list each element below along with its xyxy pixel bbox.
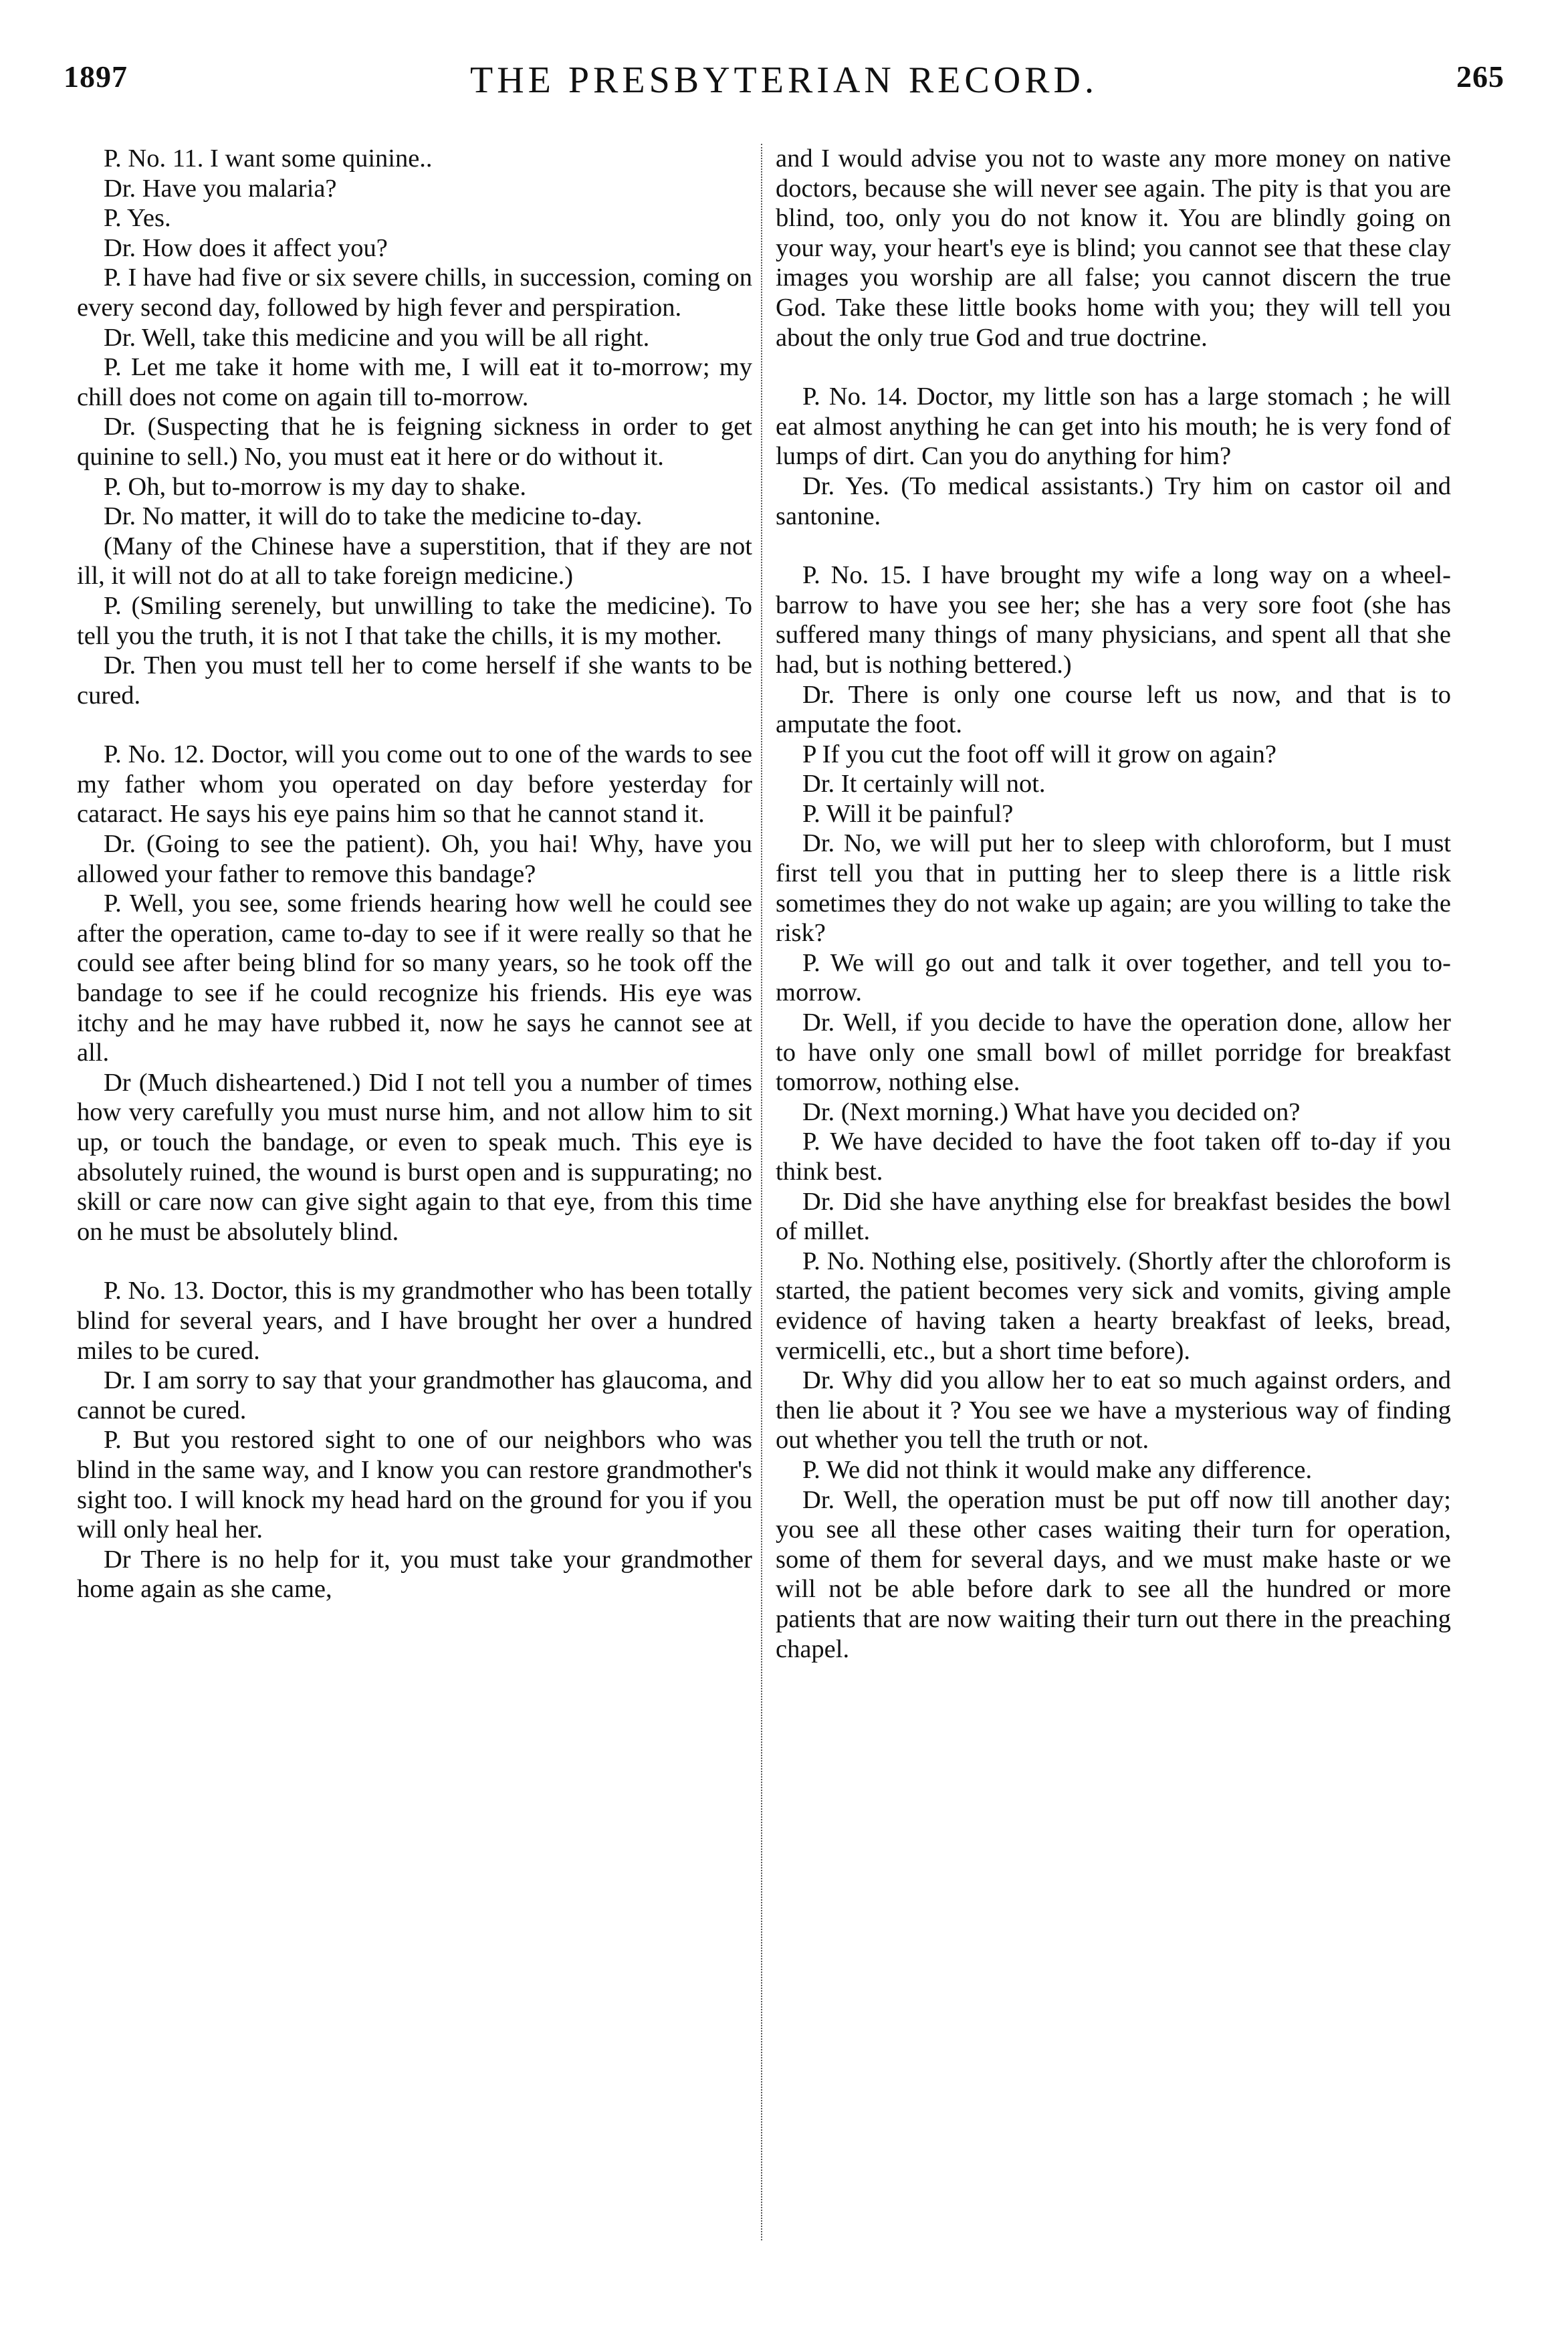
paragraph: P. No. 12. Doctor, will you come out to one of the wards to see my father whom you operated on day before yesterday for cataract. He says his eye pains him so that he cannot stand it. — [77, 740, 752, 829]
paragraph: Dr. Well, if you decide to have the operation done, allow her to have only one small bowl of millet porridge for breakfast tomorrow, nothing else. — [776, 1008, 1451, 1097]
paragraph: Dr. Well, take this medicine and you will be all right. — [104, 323, 650, 352]
paragraph: P. No. 13. Doctor, this is my grandmother who has been totally blind for several years, and I have brought her over a hundred miles to be cured. — [77, 1277, 752, 1365]
right-column — [776, 144, 1451, 1664]
paragraph: Dr. Well, the operation must be put off now till another day; you see all these other cases waiting their turn for operation, some of them for several days, and we must make haste or we will not be able before dark to see all the hundred or more patients that are now waiting their turn out there in the preaching chapel. — [776, 1485, 1451, 1663]
paragraph: Dr. No matter, it will do to take the medicine to-day. — [104, 502, 643, 531]
left-column — [77, 144, 752, 1604]
page-header — [64, 59, 1504, 119]
paragraph: Dr. It certainly will not. — [802, 770, 1046, 799]
paragraph: P. No. 11. I want some quinine.. — [104, 144, 433, 173]
paragraph: P. (Smiling serenely, but unwilling to take the medicine). To tell you the truth, it is not I that take the chills, it is my mother. — [77, 591, 752, 650]
paragraph: P. Well, you see, some friends hearing how well he could see after the operation, came to-day to see if it were really so that he could see after being blind for so many years, so he took off the bandage to see if he could recognize his friends. His eye was itchy and he may have rubbed it, now he says he cannot see at all. — [77, 889, 752, 1067]
paragraph: Dr. Then you must tell her to come herself if she wants to be cured. — [77, 651, 752, 710]
paragraph: P. No. 15. I have brought my wife a long way on a wheel-barrow to have you see her; she has a very sore foot (she has suffered many things of many physicians, and spent all that she had, but is nothing bettered.) — [776, 561, 1451, 679]
paragraph: Dr. (Next morning.) What have you decided on? — [802, 1097, 1301, 1126]
paragraph: Dr. Yes. (To medical assistants.) Try him on castor oil and santonine. — [776, 471, 1451, 530]
paragraph: Dr. How does it affect you? — [104, 233, 388, 262]
paragraph: P. We have decided to have the foot taken off to-day if you think best. — [776, 1128, 1451, 1186]
paragraph: P. Oh, but to-morrow is my day to shake. — [104, 472, 526, 501]
paragraph: Dr. No, we will put her to sleep with chloroform, but I must first tell you that in putting her to sleep there is a little risk sometimes they do not wake up again; are you willing to take the risk? — [776, 829, 1451, 948]
paragraph: P. Yes. — [104, 204, 171, 233]
paragraph: Dr. There is only one course left us now, and that is to amputate the foot. — [776, 680, 1451, 739]
paragraph: P If you cut the foot off will it grow on again? — [802, 740, 1276, 768]
header-year: 1897 — [64, 60, 128, 94]
paragraph: P. Let me take it home with me, I will eat it to-morrow; my chill does not come on again till to-morrow. — [77, 353, 752, 411]
paragraph: Dr. Have you malaria? — [104, 174, 337, 203]
paragraph: Dr. Why did you allow her to eat so much against orders, and then lie about it ? You see we have a mysterious way of finding out whether you tell the truth or not. — [776, 1366, 1451, 1455]
paragraph: and I would advise you not to waste any more money on native doctors, because she will never see again. The pity is that you are blind, too, only you do not know it. You are blindly going on your way, your heart's eye is blind; you cannot see that these clay images you worship are all false; you cannot discern the true God. Take these little books home with you; they will tell you about the only true God and true doctrine. — [776, 144, 1451, 352]
paragraph: (Many of the Chinese have a superstition, that if they are not ill, it will not do at all to take foreign medicine.) — [77, 532, 752, 591]
paragraph: Dr There is no help for it, you must take your grandmother home again as she came, — [77, 1545, 752, 1604]
paragraph: P. But you restored sight to one of our neighbors who was blind in the same way, and I know you can restore grandmother's sight too. I will knock my head hard on the ground for you if you will only heal her. — [77, 1426, 752, 1544]
page-number: 265 — [1456, 60, 1504, 94]
paragraph: P. No. 14. Doctor, my little son has a large stomach ; he will eat almost anything he can get into his mouth; he is very fond of lumps of dirt. Can you do anything for him? — [776, 383, 1451, 471]
paragraph: Dr. Did she have anything else for breakfast besides the bowl of millet. — [776, 1187, 1451, 1246]
paragraph: Dr. I am sorry to say that your grandmother has glaucoma, and cannot be cured. — [77, 1366, 752, 1424]
paragraph: Dr. (Suspecting that he is feigning sickness in order to get quinine to sell.) No, you must eat it here or do without it. — [77, 413, 752, 471]
paragraph: Dr (Much disheartened.) Did I not tell you a number of times how very carefully you must nurse him, and not allow him to sit up, or touch the bandage, or even to speak much. This eye is absolutely ruined, the wound is burst open and is suppurating; no skill or care now can give sight again to that eye, from this time on he must be absolutely blind. — [77, 1068, 752, 1246]
paragraph: P. Will it be painful? — [802, 799, 1014, 828]
paragraph: P. We will go out and talk it over together, and tell you to-morrow. — [776, 948, 1451, 1007]
paragraph: P. No. Nothing else, positively. (Shortly after the chloroform is started, the patient becomes very sick and vomits, giving ample evidence of having taken a hearty breakfast of leeks, bread, vermicelli, etc., but a short time before). — [776, 1247, 1451, 1365]
journal-title: THE PRESBYTERIAN RECORD. — [470, 60, 1098, 101]
paragraph: Dr. (Going to see the patient). Oh, you hai! Why, have you allowed your father to remove this bandage? — [77, 830, 752, 888]
paragraph: P. We did not think it would make any difference. — [802, 1455, 1313, 1484]
column-divider — [761, 144, 762, 2240]
paragraph: P. I have had five or six severe chills, in succession, coming on every second day, followed by high fever and perspiration. — [77, 263, 752, 322]
